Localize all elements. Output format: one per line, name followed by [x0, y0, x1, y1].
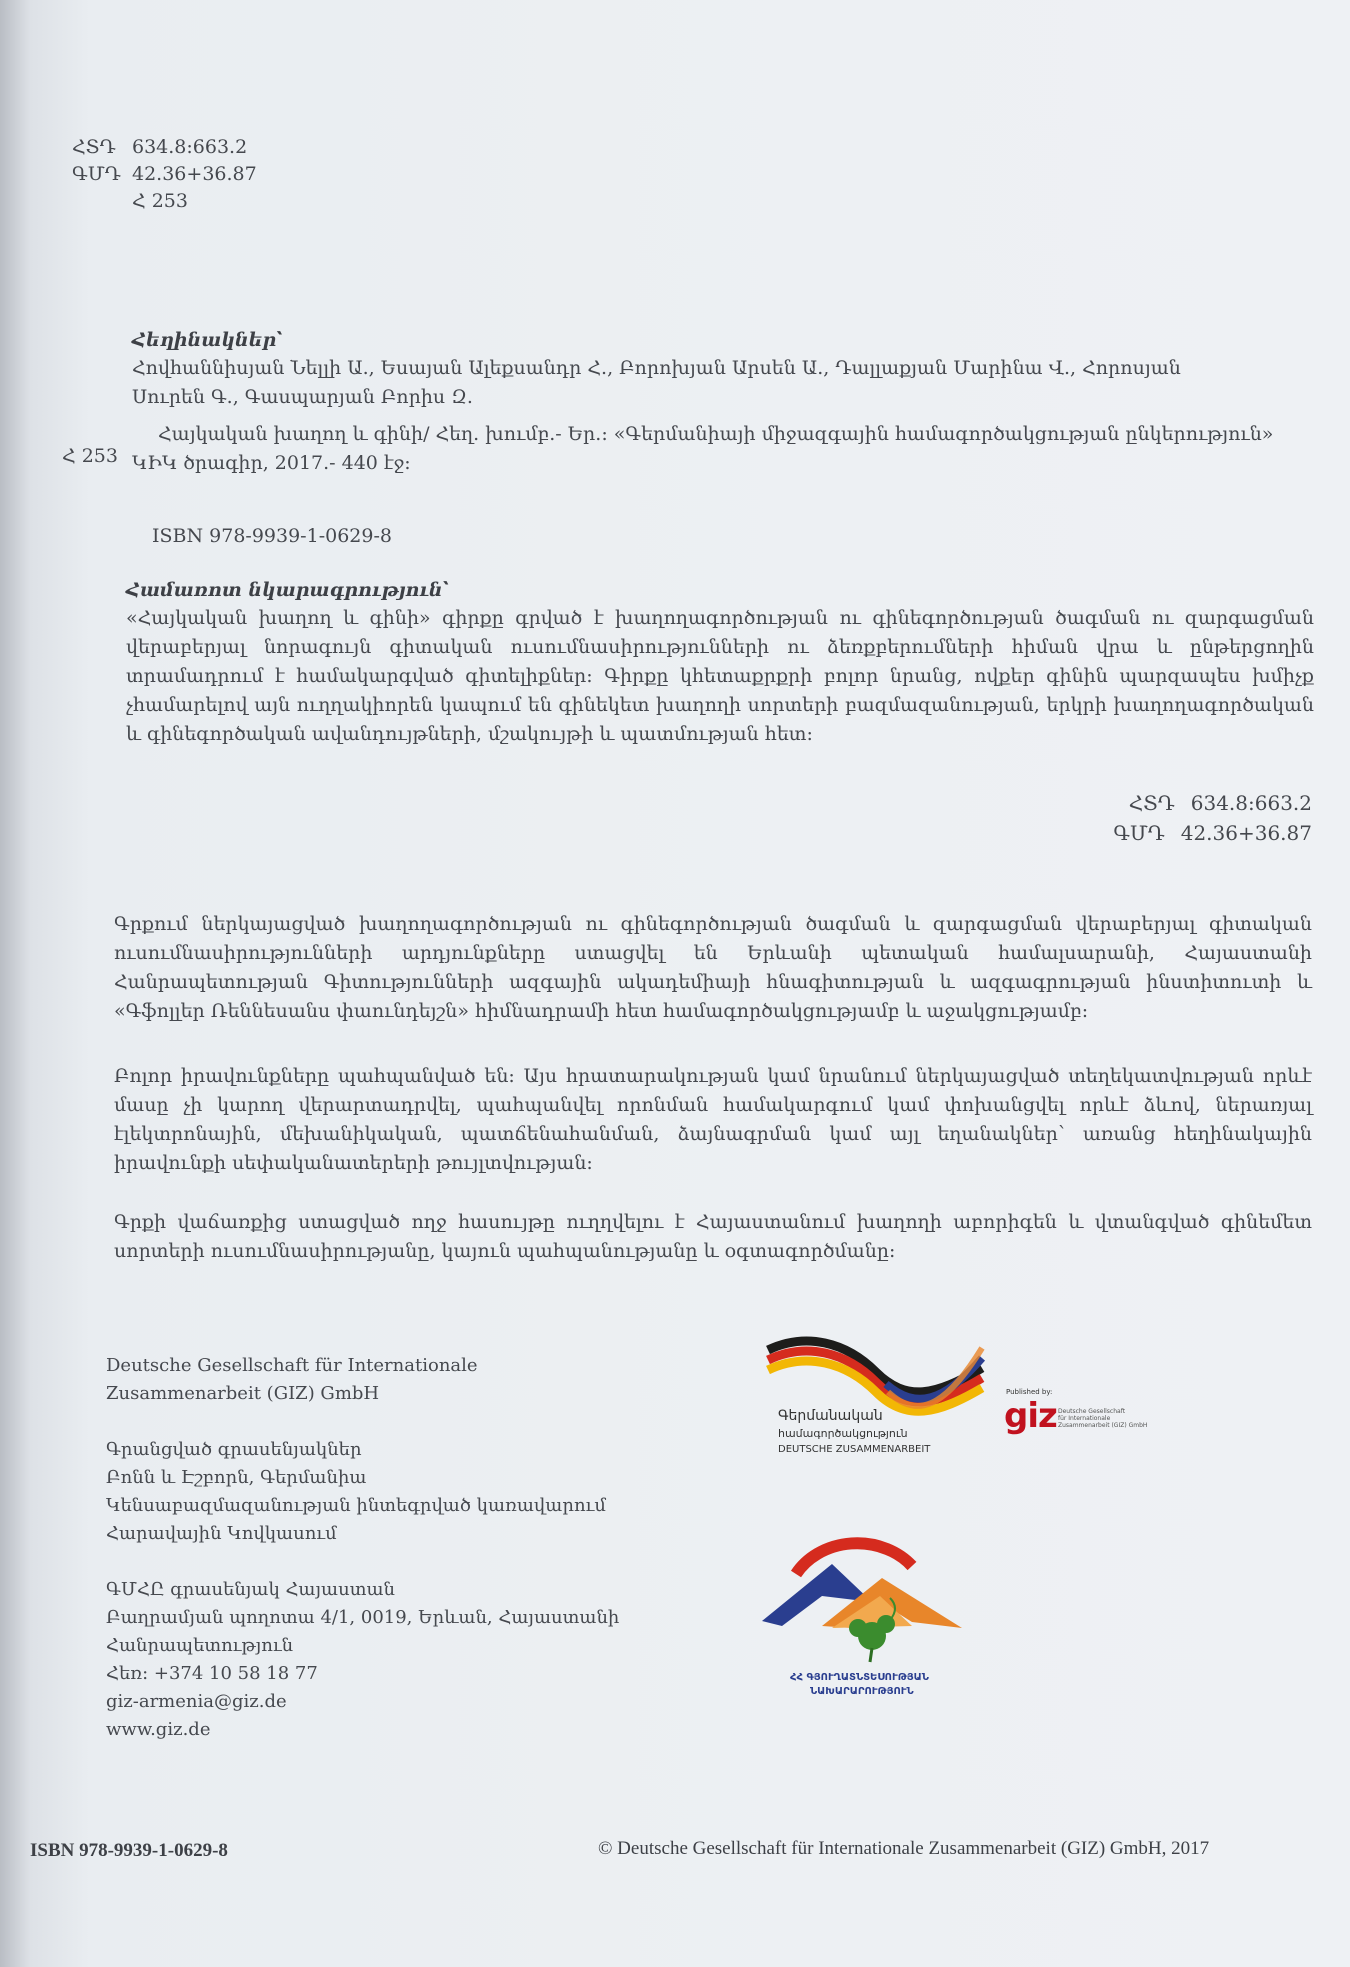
ministry-logo	[762, 1516, 972, 1706]
classification-key: ԳՄԴ	[72, 163, 121, 185]
mountain-grape-icon	[762, 1516, 962, 1666]
armenia-office-line: Բաղրամյան պողոտա 4/1, 0019, Երևան, Հայաստանի	[106, 1607, 620, 1628]
de-logo-line1: Գերմանական	[778, 1408, 883, 1424]
classification-value: Հ 253	[132, 190, 188, 212]
authors-names: Հովհաննիսյան Նելլի Ա., Եսայան Ալեքսանդր Հ., Բորոխյան Արսեն Ա., Դալլաքյան Մարինա Վ., Հորոսյան Սուրեն Գ., Գասպարյան Բորիս Զ.	[132, 357, 1181, 408]
authors-section	[132, 326, 1232, 412]
armenia-office-line: ԳՄՀԸ գրասենյակ Հայաստան	[106, 1579, 395, 1600]
catalog-entry	[132, 420, 1312, 478]
giz-wordmark: giz	[1004, 1396, 1057, 1436]
publisher-org-line2: Zusammenarbeit (GIZ) GmbH	[106, 1383, 380, 1404]
annotation-heading: Համառոտ նկարագրություն՝	[126, 579, 449, 601]
classification-row	[72, 188, 257, 215]
classification-value: 634.8:663.2	[132, 136, 248, 158]
classification-block-right	[1113, 788, 1312, 848]
annotation-section	[126, 576, 1314, 749]
phone: Հեռ: +374 10 58 18 77	[106, 1663, 318, 1684]
annotation-text: «Հայկական խաղող և գինի» գիրքը գրված է խաղողագործության ու գինեգործության ծագման ու զարգացման վերաբերյալ նորագույն գիտական ուսումնասիրությունների ու ձեռքբերումների հիման վրա և ընթերցողին տրամադրում է համակարգված գիտելիքներ: Գիրքը կհետաքրքրի բոլոր նրանց, ովքեր գինին պարզապես խմիչք չհամարելով այն ուղղակիորեն կապում են գինեկետ խաղողի սորտերի բազմազանության, երկրի խաղողագործական և գինեգործական ավանդույթների, մշակույթի և պատմության հետ:	[126, 607, 1314, 745]
catalog-entry-text: Հայկական խաղող և գինի/ Հեղ. խումբ.- Եր.: «Գերմանիայի միջազգային համագործակցության ընկերություն» ԿԻԿ ծրագիր, 2017.- 440 էջ:	[132, 423, 1274, 474]
email-link[interactable]: giz-armenia@giz.de	[106, 1691, 287, 1712]
ministry-line2: ՆԱԽԱՐԱՐՈՒԹՅՈՒՆ	[810, 1686, 914, 1697]
catalog-code: Հ 253	[62, 445, 118, 467]
body-paragraphs	[114, 910, 1312, 1266]
classification-block-top	[72, 134, 257, 215]
giz-small-text	[1058, 1408, 1147, 1429]
giz-small-line: Deutsche Gesellschaft	[1058, 1408, 1126, 1415]
paragraph-research: Գրքում ներկայացված խաղողագործության ու գինեգործության ծագման և զարգացման վերաբերյալ գիտական ուսումնասիրությունների արդյունքները ստացվել են Երևանի պետական համալսարանի, Հայաստանի Հանրապետության Գիտությունների ազգային ակադեմիայի հնագիտության և ազգագրության ինստիտուտի և «Գֆոլլեր Ռեննեսանս փաունդեյշն» հիմնադրամի հետ համագործակցությամբ և աջակցությամբ:	[114, 913, 1312, 1022]
paragraph-proceeds: Գրքի վաճառքից ստացված ողջ հասույթը ուղղվելու է Հայաստանում խաղողի աբորիգեն և վտանգված գինեմետ սորտերի ուսումնասիրությանը, կայուն պահպանությանը և օգտագործմանը:	[114, 1211, 1312, 1262]
offices-line: Գրանցված գրասենյակներ	[106, 1439, 362, 1460]
german-cooperation-logo	[766, 1332, 1006, 1466]
classification-row	[1113, 818, 1312, 848]
offices-line: Բոնն և Էշբորն, Գերմանիա	[106, 1467, 367, 1488]
classification-value: 42.36+36.87	[132, 163, 257, 185]
classification-row	[72, 161, 257, 188]
classification-value: 42.36+36.87	[1180, 821, 1312, 845]
classification-key	[72, 188, 116, 215]
catalog-isbn: ISBN 978-9939-1-0629-8	[152, 525, 392, 547]
classification-key: ԳՄԴ	[1113, 821, 1165, 845]
giz-logo	[1004, 1388, 1174, 1448]
giz-small-line: Zusammenarbeit (GIZ) GmbH	[1058, 1422, 1148, 1429]
ministry-line1: ՀՀ ԳՅՈՒՂԱՏՆՏԵՍՈՒԹՅԱՆ	[790, 1672, 929, 1683]
published-by-label: Published by:	[1006, 1388, 1053, 1396]
website-link[interactable]: www.giz.de	[106, 1719, 211, 1740]
publisher-org-line1: Deutsche Gesellschaft für Internationale	[106, 1355, 478, 1376]
de-logo-line3: DEUTSCHE ZUSAMMENARBEIT	[778, 1444, 931, 1455]
armenia-office-line: Հանրապետություն	[106, 1635, 294, 1656]
classification-row	[1113, 788, 1312, 818]
paragraph-rights: Բոլոր իրավունքները պահպանված են: Այս հրատարակության կամ նրանում ներկայացված տեղեկատվության որևէ մասը չի կարող վերարտադրվել, պահպանվել որոնման համակարգում կամ փոխանցվել որևէ ձևով, ներառյալ էլեկտրոնային, մեխանիկական, պատճենահանման, ձայնագրման կամ այլ եղանակներ՝ առանց հեղինակային իրավունքի սեփականատերերի թույլտվության:	[114, 1065, 1312, 1174]
classification-value: 634.8:663.2	[1190, 791, 1312, 815]
classification-key: ՀՏԴ	[72, 136, 116, 158]
offices-line: Հարավային Կովկասում	[106, 1523, 337, 1544]
giz-small-line: für Internationale	[1058, 1415, 1111, 1422]
classification-row	[72, 134, 257, 161]
classification-key: ՀՏԴ	[1128, 791, 1175, 815]
footer-isbn: ISBN 978-9939-1-0629-8	[30, 1840, 228, 1861]
de-logo-line2: համագործակցություն	[778, 1427, 908, 1440]
authors-heading: Հեղինակներ՝	[132, 329, 283, 351]
footer-copyright: © Deutsche Gesellschaft für Internationale Zusammenarbeit (GIZ) GmbH, 2017	[598, 1838, 1210, 1859]
offices-line: Կենսաբազմազանության ինտեգրված կառավարում	[106, 1495, 606, 1516]
publisher-info	[106, 1352, 666, 1744]
